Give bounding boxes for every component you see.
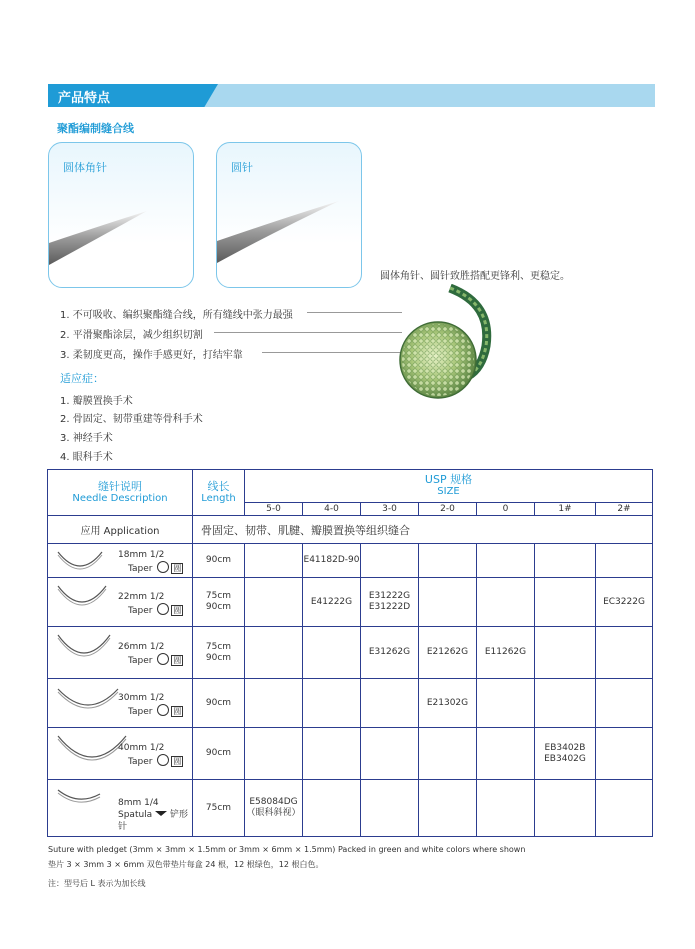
needle-size-spec: 22mm 1/2 [118,592,165,602]
usp-header [245,470,653,503]
table-row [48,780,653,837]
usp-header-en: SIZE [437,486,460,497]
needle-size-spec: 8mm 1/4 [118,798,159,808]
table-row [48,679,653,728]
length-cell: 90cm [193,544,245,578]
spec-rows [48,544,653,837]
needle-point-mark: 圆 [173,606,182,615]
indication-item: 1. 瓣膜置换手术 [60,396,133,407]
leader-line [262,352,402,353]
needle-type: Taper [128,757,153,767]
empty-cell [535,679,596,728]
table-row [48,578,653,627]
empty-cell [419,780,477,837]
length-cell: 75cm 90cm [193,627,245,679]
needle-card-taper-cut [48,142,194,288]
needle-card-label: 圆针 [231,161,253,174]
size-header: 3-0 [361,503,419,516]
needle-size-spec: 40mm 1/2 [118,743,165,753]
needle-description-cell [48,679,193,728]
table-row [48,728,653,780]
empty-cell [361,728,419,780]
usp-header-cn: USP 规格 [424,473,473,486]
empty-cell [477,679,535,728]
needle-spec [118,797,192,833]
length-header [193,470,245,516]
product-code-cell: EB3402B EB3402G [535,728,596,780]
needle-desc-header-cn: 缝针说明 [98,479,142,493]
needle-type: Spatula [118,810,153,820]
empty-cell [303,780,361,837]
round-point-icon [157,704,169,716]
length-cell: 90cm [193,728,245,780]
needle-description-cell [48,544,193,578]
empty-cell [596,728,653,780]
empty-cell [245,728,303,780]
section-title: 产品特点 [58,91,111,106]
empty-cell [477,544,535,578]
needle-desc-header [48,470,193,516]
needle-card-label: 圆体角针 [63,161,107,174]
empty-cell [361,679,419,728]
needle-note: 圆体角针、圆针致胜搭配更锋利、更稳定。 [380,271,570,282]
length-cell: 75cm 90cm [193,578,245,627]
empty-cell [303,627,361,679]
size-header: 2-0 [419,503,477,516]
empty-cell [303,728,361,780]
needle-point-mark: 圆 [173,707,182,716]
product-code-cell: EC3222G [596,578,653,627]
round-point-icon [157,653,169,665]
empty-cell [596,627,653,679]
feature-item: 1. 不可吸收、编织聚酯缝合线，所有缝线中张力最强 [60,310,293,321]
product-code-cell: E31222G E31222D [361,578,419,627]
needle-point-mark: 圆 [173,564,182,573]
length-header-en: Length [201,492,236,504]
leader-line [307,312,402,313]
product-code-cell: E11262G [477,627,535,679]
indication-item: 3. 神经手术 [60,433,113,444]
empty-cell [596,780,653,837]
product-code-cell: E41222G [303,578,361,627]
needle-spec [118,742,183,768]
leader-line [214,332,402,333]
taper-cut-needle-image [49,183,193,287]
needle-description-cell [48,728,193,780]
empty-cell [245,679,303,728]
empty-cell [477,578,535,627]
size-header: 5-0 [245,503,303,516]
indication-item: 2. 骨固定、韧带重建等骨科手术 [60,414,203,425]
size-header: 2# [596,503,653,516]
taper-needle-image [217,183,361,287]
empty-cell [535,780,596,837]
needle-point-mark: 铲形针 [118,810,188,832]
empty-cell [477,780,535,837]
application-text: 骨固定、韧带、肌腱、瓣膜置换等组织缝合 [193,516,653,544]
needle-type: Taper [128,564,153,574]
empty-cell [535,627,596,679]
empty-cell [361,544,419,578]
size-header: 1# [535,503,596,516]
round-point-icon [157,603,169,615]
needle-description-cell [48,578,193,627]
empty-cell [535,578,596,627]
product-code-cell: E41182D-90 [303,544,361,578]
feature-item: 3. 柔韧度更高，操作手感更好，打结牢靠 [60,350,243,361]
needle-description-cell [48,780,193,837]
indication-item: 4. 眼科手术 [60,452,113,463]
product-code-cell: E58084DG （眼科斜视） [245,780,303,837]
needle-spec [118,641,183,667]
empty-cell [596,544,653,578]
product-code-cell: E31262G [361,627,419,679]
feature-item: 2. 平滑聚酯涂层，减少组织切割 [60,330,203,341]
footnote-pledget-en: Suture with pledget (3mm × 3mm × 1.5mm or 3mm × 6mm × 1.5mm) Packed in green and white colors where shown [48,845,526,854]
table-row [48,544,653,578]
needle-description-cell [48,627,193,679]
product-subtitle: 聚酯编制缝合线 [57,122,134,135]
empty-cell [245,544,303,578]
needle-point-mark: 圆 [173,656,182,665]
product-code-cell: E21302G [419,679,477,728]
table-row [48,627,653,679]
needle-spec [118,549,183,575]
size-header: 4-0 [303,503,361,516]
round-point-icon [157,754,169,766]
empty-cell [245,627,303,679]
empty-cell [477,728,535,780]
indications-title: 适应症： [60,372,104,385]
needle-desc-header-en: Needle Description [72,492,168,504]
needle-type: Taper [128,656,153,666]
empty-cell [535,544,596,578]
length-header-cn: 线长 [207,479,230,493]
needle-size-spec: 30mm 1/2 [118,693,165,703]
length-cell: 75cm [193,780,245,837]
footnote-note: 注：型号后 L 表示为加长线 [48,879,146,888]
needle-point-mark: 圆 [173,757,182,766]
empty-cell [419,728,477,780]
footnote-pledget-cn: 垫片 3 × 3mm 3 × 6mm 双色带垫片每盒 24 根，12 根绿色，12 根白色。 [48,860,324,869]
braided-suture-image [394,284,504,410]
product-spec-table [47,469,653,837]
needle-spec [118,692,183,718]
empty-cell [303,679,361,728]
product-code-cell: E21262G [419,627,477,679]
needle-type: Taper [128,707,153,717]
needle-spec [118,591,183,617]
round-point-icon [157,561,169,573]
empty-cell [419,578,477,627]
application-label: 应用 Application [48,516,193,544]
empty-cell [419,544,477,578]
size-header: 0 [477,503,535,516]
length-cell: 90cm [193,679,245,728]
empty-cell [596,679,653,728]
needle-size-spec: 26mm 1/2 [118,642,165,652]
needle-size-spec: 18mm 1/2 [118,550,165,560]
empty-cell [245,578,303,627]
empty-cell [361,780,419,837]
needle-type: Taper [128,606,153,616]
needle-card-taper [216,142,362,288]
spatula-point-icon [155,811,167,816]
